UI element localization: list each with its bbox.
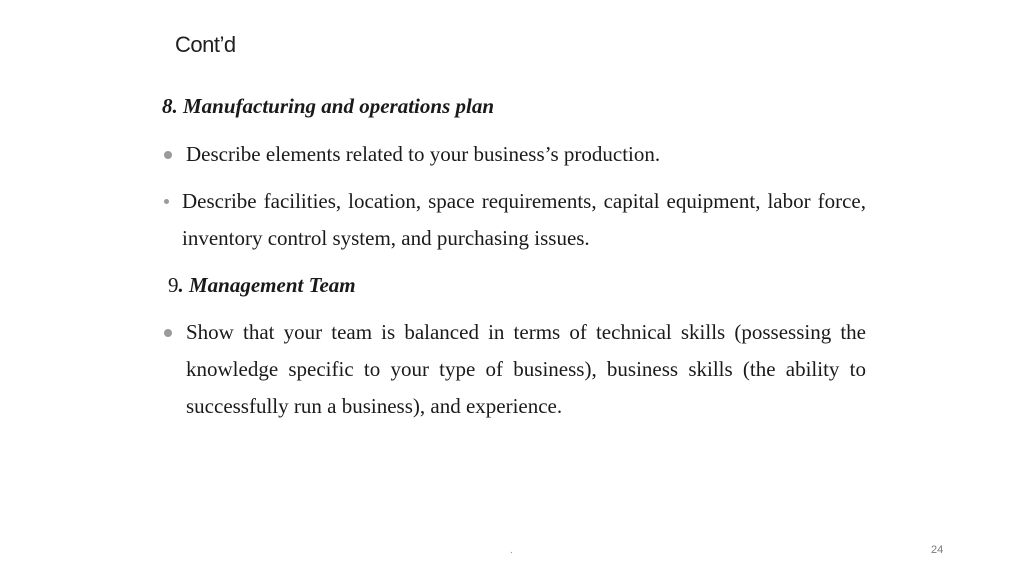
section-9-number: 9 <box>168 273 179 297</box>
bullet-dot-icon <box>164 151 172 159</box>
page-number: 24 <box>931 544 944 556</box>
bullet-dot-icon <box>164 329 172 337</box>
slide-title: Cont’d <box>175 32 236 57</box>
bullet-dot-icon <box>164 199 169 204</box>
section-8-title: Manufacturing and operations plan <box>183 94 495 118</box>
bullet-text: Describe elements related to your business’s production. <box>186 142 661 166</box>
section-8-number: 8. <box>162 94 178 118</box>
section-8-heading <box>162 94 494 119</box>
section-9-title: Management Team <box>189 273 356 297</box>
bullet-text: Show that your team is balanced in terms of technical skills (possessing the knowledge specific to your type of business), business skills (the ability to successfully run a business), and experience. <box>186 320 866 418</box>
bullet-team-balance <box>186 314 866 425</box>
section-9-period: . <box>178 273 184 297</box>
section-9-heading <box>168 273 356 298</box>
bullet-text: Describe facilities, location, space requirements, capital equipment, labor force, inventory control system, and purchasing issues. <box>182 189 866 250</box>
footer-mark: . <box>510 545 513 556</box>
bullet-production <box>186 136 866 173</box>
bullet-facilities <box>182 183 866 257</box>
